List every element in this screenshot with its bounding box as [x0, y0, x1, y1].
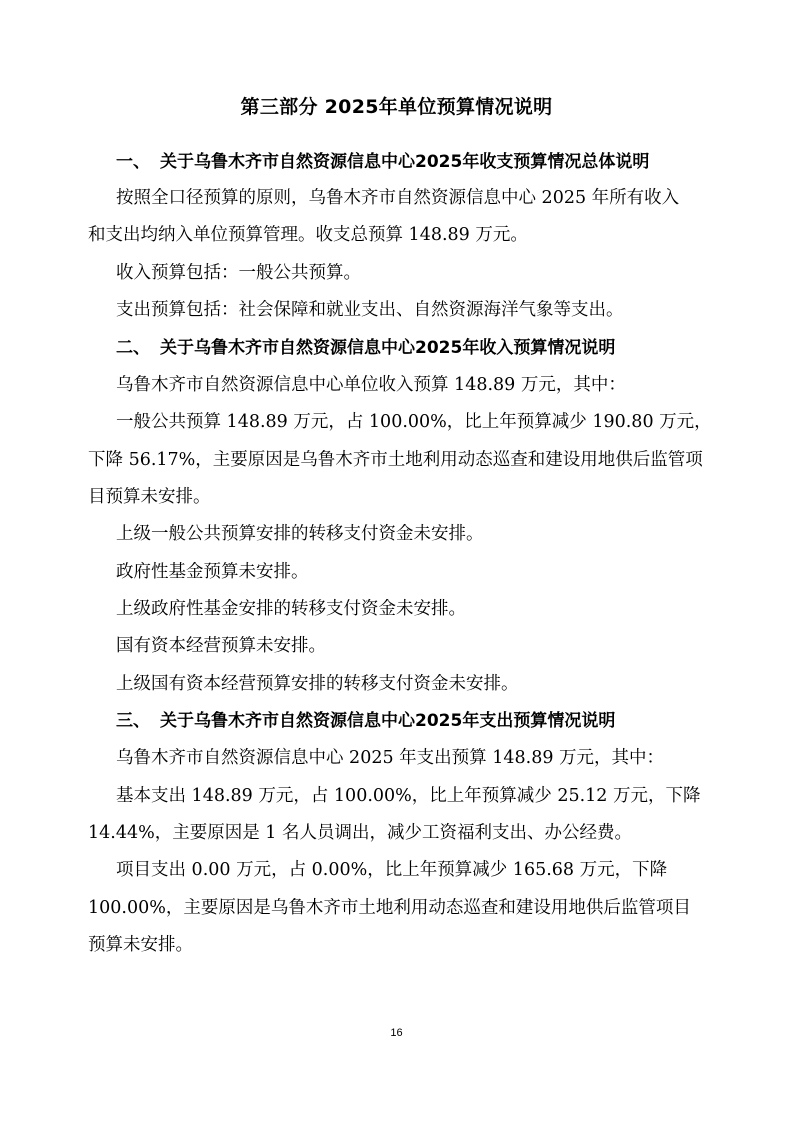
paragraph-line: 目预算未安排。	[88, 487, 211, 507]
paragraph: 支出预算包括：社会保障和就业支出、自然资源海洋气象等支出。	[116, 300, 624, 320]
section-number: 一、	[116, 152, 150, 172]
paragraph-line: 14.44%，主要原因是 1 名人员调出，减少工资福利支出、办公经费。	[88, 823, 632, 843]
section-heading-1	[116, 150, 649, 174]
paragraph-line: 一般公共预算 148.89 万元，占 100.00%，比上年预算减少 190.80 万元，	[116, 412, 712, 432]
paragraph: 政府性基金预算未安排。	[116, 562, 309, 582]
section-heading-text: 关于乌鲁木齐市自然资源信息中心2025年收支预算情况总体说明	[160, 152, 650, 172]
page-number: 16	[390, 1027, 403, 1039]
section-number: 二、	[116, 338, 150, 358]
paragraph: 上级国有资本经营预算安排的转移支付资金未安排。	[116, 674, 519, 694]
section-number: 三、	[116, 711, 150, 731]
paragraph: 乌鲁木齐市自然资源信息中心单位收入预算 148.89 万元，其中：	[116, 375, 626, 395]
paragraph: 上级一般公共预算安排的转移支付资金未安排。	[116, 524, 484, 544]
section-heading-text: 关于乌鲁木齐市自然资源信息中心2025年收入预算情况说明	[160, 338, 616, 358]
paragraph-line: 100.00%，主要原因是乌鲁木齐市土地利用动态巡查和建设用地供后监管项目	[88, 898, 691, 918]
paragraph-line: 按照全口径预算的原则，乌鲁木齐市自然资源信息中心 2025 年所有收入	[116, 188, 680, 208]
paragraph-line: 预算未安排。	[88, 935, 193, 955]
section-heading-text: 关于乌鲁木齐市自然资源信息中心2025年支出预算情况说明	[160, 711, 616, 731]
paragraph: 乌鲁木齐市自然资源信息中心 2025 年支出预算 148.89 万元，其中：	[116, 748, 665, 768]
section-heading-3	[116, 709, 615, 733]
page-title: 第三部分 2025年单位预算情况说明	[240, 96, 553, 118]
paragraph-line: 和支出均纳入单位预算管理。收支总预算 148.89 万元。	[88, 225, 528, 245]
paragraph: 收入预算包括：一般公共预算。	[116, 263, 361, 283]
paragraph-line: 项目支出 0.00 万元，占 0.00%，比上年预算减少 165.68 万元，下降	[116, 860, 668, 880]
paragraph-line: 基本支出 148.89 万元，占 100.00%，比上年预算减少 25.12 万元，下降	[116, 786, 701, 806]
paragraph-line: 下降 56.17%，主要原因是乌鲁木齐市土地利用动态巡查和建设用地供后监管项	[88, 450, 703, 470]
paragraph: 国有资本经营预算未安排。	[116, 636, 326, 656]
section-heading-2	[116, 336, 615, 360]
paragraph: 上级政府性基金安排的转移支付资金未安排。	[116, 599, 466, 619]
